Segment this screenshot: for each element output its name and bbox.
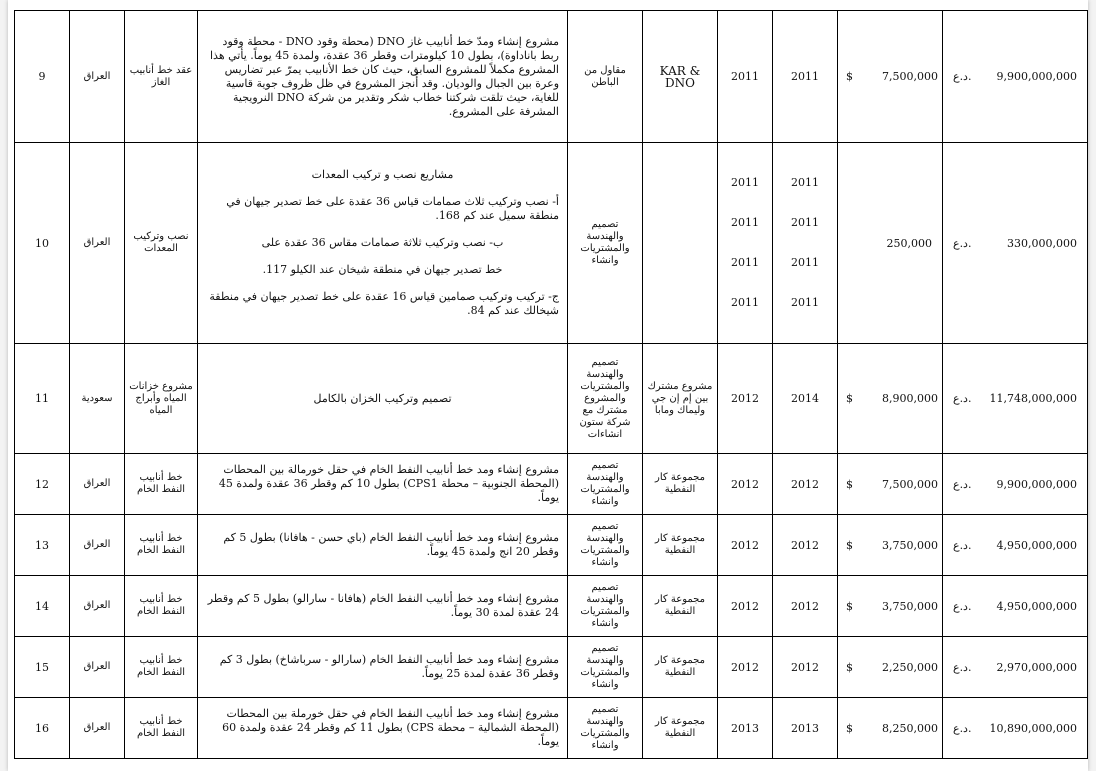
end-year-cell: 2012 <box>773 576 838 637</box>
country-cell: العراق <box>70 143 125 344</box>
usd-amount: 8,900,000 <box>882 392 938 405</box>
usd-amount: 2,250,000 <box>882 660 938 674</box>
usd-symbol: $ <box>846 477 853 491</box>
usd-value-cell <box>838 576 943 637</box>
project-type-cell: عقد خط أنابيب الغاز <box>125 11 198 143</box>
table-row <box>15 698 1088 759</box>
iqd-symbol: د.ع. <box>953 660 972 674</box>
description-cell: مشروع إنشاء ومد خط أنابيب النفط الخام (سارالو - سرباشاخ) بطول 3 كم وقطر 36 عقدة لمدة 25 يوماً. <box>198 637 568 698</box>
start-year-cell: 2013 <box>718 698 773 759</box>
iqd-value-cell <box>943 637 1088 698</box>
end-year: 2011 <box>791 176 819 189</box>
project-type-cell: نصب وتركيب المعدات <box>125 143 198 344</box>
description-cell: مشروع إنشاء ومد خط أنابيب النفط الخام (باي حسن - هافانا) بطول 5 كم وقطر 20 انج ولمدة 45 يوماً. <box>198 515 568 576</box>
project-type-cell: خط أنابيب النفط الخام <box>125 454 198 515</box>
iqd-amount: 330,000,000 <box>1007 236 1077 250</box>
iqd-value-cell <box>943 515 1088 576</box>
document-page <box>8 0 1088 771</box>
client-cell: مجموعة كار النفطية <box>643 454 718 515</box>
iqd-amount: 11,748,000,000 <box>989 392 1077 405</box>
row-number: 10 <box>15 143 70 344</box>
role-cell: تصميم والهندسة والمشتريات وانشاء <box>568 143 643 344</box>
usd-value-cell <box>838 515 943 576</box>
start-year-cell <box>718 143 773 344</box>
client-cell: KAR & DNO <box>643 11 718 143</box>
usd-symbol: $ <box>846 538 853 552</box>
end-year-cell <box>773 143 838 344</box>
usd-amount: 8,250,000 <box>882 721 938 735</box>
role-cell: تصميم والهندسة والمشتريات وانشاء <box>568 637 643 698</box>
project-type-cell: خط أنابيب النفط الخام <box>125 698 198 759</box>
iqd-symbol: د.ع. <box>953 538 972 552</box>
iqd-symbol: د.ع. <box>953 599 972 613</box>
table-row <box>15 454 1088 515</box>
row-number: 15 <box>15 637 70 698</box>
row-number: 9 <box>15 11 70 143</box>
start-year-cell: 2012 <box>718 344 773 454</box>
usd-value-cell <box>838 698 943 759</box>
start-year-cell: 2011 <box>718 11 773 143</box>
usd-value-cell <box>838 11 943 143</box>
table-row <box>15 11 1088 143</box>
row-number: 16 <box>15 698 70 759</box>
iqd-symbol: د.ع. <box>953 236 972 250</box>
end-year-cell: 2013 <box>773 698 838 759</box>
role-cell: تصميم والهندسة والمشتريات وانشاء <box>568 576 643 637</box>
description-line: ج- تركيب وتركيب صمامين قياس 16 عقدة على خط تصدير جيهان في منطقة شيخالك عند كم 84. <box>209 290 559 317</box>
description-cell <box>198 143 568 344</box>
iqd-value-cell <box>943 698 1088 759</box>
role-cell: تصميم والهندسة والمشتريات وانشاء <box>568 515 643 576</box>
project-type-cell: خط أنابيب النفط الخام <box>125 576 198 637</box>
usd-value-cell <box>838 637 943 698</box>
client-cell: مجموعة كار النفطية <box>643 576 718 637</box>
usd-amount: 7,500,000 <box>882 477 938 491</box>
usd-symbol: $ <box>846 70 853 83</box>
description-cell: مشروع إنشاء ومدّ خط أنابيب غاز DNO (محطة وقود DNO - محطة وقود ربط باناداوة)، بطول 10 كيلومترات وقطر 36 عقدة، ولمدة 45 يوماً. يأتي هذا المشروع مكملاً للمشروع السابق، حيث كان خط الأنابيب يمرّ عبر تضاريس وعرة بين الجبال والوديان. وقد أُنجز المشروع في ظل ظروف جوية قاسية للغاية، حيث تلقت شركتنا خطاب شكر وتقدير من شركة DNO النرويجية المشرفة على المشروع. <box>198 11 568 143</box>
start-year: 2011 <box>731 216 759 229</box>
iqd-amount: 9,900,000,000 <box>996 70 1077 83</box>
usd-symbol: $ <box>846 721 853 735</box>
country-cell: العراق <box>70 637 125 698</box>
project-type-cell: خط أنابيب النفط الخام <box>125 637 198 698</box>
client-cell: مشروع مشترك بين إم إن جي وليماك ومابا <box>643 344 718 454</box>
usd-amount: 7,500,000 <box>882 70 938 83</box>
country-cell: العراق <box>70 454 125 515</box>
end-year: 2011 <box>791 296 819 309</box>
usd-symbol: $ <box>846 660 853 674</box>
start-year-cell: 2012 <box>718 576 773 637</box>
country-cell: العراق <box>70 698 125 759</box>
row-number: 13 <box>15 515 70 576</box>
table-row <box>15 637 1088 698</box>
client-cell: مجموعة كار النفطية <box>643 698 718 759</box>
role-cell: مقاول من الباطن <box>568 11 643 143</box>
iqd-amount: 4,950,000,000 <box>996 599 1077 613</box>
iqd-value-cell <box>943 454 1088 515</box>
end-year: 2011 <box>791 216 819 229</box>
client-cell <box>643 143 718 344</box>
description-line: خط تصدير جيهان في منطقة شيخان عند الكيلو 117. <box>262 263 503 276</box>
client-cell: مجموعة كار النفطية <box>643 515 718 576</box>
usd-amount: 250,000 <box>886 236 932 250</box>
start-year-cell: 2012 <box>718 515 773 576</box>
table-row <box>15 515 1088 576</box>
start-year-cell: 2012 <box>718 454 773 515</box>
start-year: 2011 <box>731 256 759 269</box>
end-year-cell: 2012 <box>773 515 838 576</box>
usd-value-cell <box>838 344 943 454</box>
client-cell: مجموعة كار النفطية <box>643 637 718 698</box>
table-row <box>15 576 1088 637</box>
iqd-amount: 4,950,000,000 <box>996 538 1077 552</box>
iqd-amount: 2,970,000,000 <box>996 660 1077 674</box>
iqd-value-cell <box>943 344 1088 454</box>
usd-symbol: $ <box>846 392 853 405</box>
end-year: 2011 <box>791 256 819 269</box>
project-type-cell: مشروع خزانات المياه وأبراج المياه <box>125 344 198 454</box>
end-year-cell: 2014 <box>773 344 838 454</box>
iqd-value-cell <box>943 11 1088 143</box>
usd-value-cell <box>838 143 943 344</box>
role-cell: تصميم والهندسة والمشتريات والمشروع مشترك مع شركة ستون انشاءات <box>568 344 643 454</box>
row-number: 12 <box>15 454 70 515</box>
iqd-value-cell <box>943 576 1088 637</box>
usd-amount: 3,750,000 <box>882 599 938 613</box>
end-year-cell: 2012 <box>773 454 838 515</box>
description-line: ب- نصب وتركيب ثلاثة صمامات مقاس 36 عقدة على <box>261 236 504 249</box>
country-cell: العراق <box>70 515 125 576</box>
iqd-symbol: د.ع. <box>953 477 972 491</box>
row-number: 14 <box>15 576 70 637</box>
description-cell: مشروع إنشاء ومد خط أنابيب النفط الخام في حقل خورملة بين المحطات (المحطة الشمالية – محطة CPS) بطول 11 كم وقطر 24 عقدة ولمدة 60 يوماً. <box>198 698 568 759</box>
iqd-symbol: د.ع. <box>953 70 972 83</box>
usd-value-cell <box>838 454 943 515</box>
description-line: أ- نصب وتركيب ثلاث صمامات قياس 36 عقدة على خط تصدير جيهان في منطقة سميل عند كم 168. <box>226 195 559 222</box>
start-year: 2011 <box>731 296 759 309</box>
iqd-symbol: د.ع. <box>953 392 972 405</box>
usd-amount: 3,750,000 <box>882 538 938 552</box>
role-cell: تصميم والهندسة والمشتريات وانشاء <box>568 698 643 759</box>
description-cell: مشروع إنشاء ومد خط أنابيب النفط الخام (هافانا - سارالو) بطول 5 كم وقطر 24 عقدة لمدة 30 يوماً. <box>198 576 568 637</box>
end-year-cell: 2011 <box>773 11 838 143</box>
start-year: 2011 <box>731 176 759 189</box>
row-number: 11 <box>15 344 70 454</box>
usd-symbol: $ <box>846 599 853 613</box>
country-cell: العراق <box>70 11 125 143</box>
description-cell: مشروع إنشاء ومد خط أنابيب النفط الخام في حقل خورمالة بين المحطات (المحطة الجنوبية – محطة CPS1) بطول 10 كم وقطر 36 عقدة ولمدة 45 يوماً. <box>198 454 568 515</box>
projects-table <box>14 10 1088 759</box>
iqd-amount: 10,890,000,000 <box>989 721 1077 735</box>
role-cell: تصميم والهندسة والمشتريات وانشاء <box>568 454 643 515</box>
end-year-cell: 2012 <box>773 637 838 698</box>
table-row <box>15 344 1088 454</box>
country-cell: العراق <box>70 576 125 637</box>
description-heading: مشاريع نصب و تركيب المعدات <box>311 168 454 181</box>
description-cell: تصميم وتركيب الخزان بالكامل <box>198 344 568 454</box>
iqd-symbol: د.ع. <box>953 721 972 735</box>
table-row <box>15 143 1088 344</box>
project-type-cell: خط أنابيب النفط الخام <box>125 515 198 576</box>
iqd-amount: 9,900,000,000 <box>996 477 1077 491</box>
start-year-cell: 2012 <box>718 637 773 698</box>
iqd-value-cell <box>943 143 1088 344</box>
country-cell: سعودية <box>70 344 125 454</box>
